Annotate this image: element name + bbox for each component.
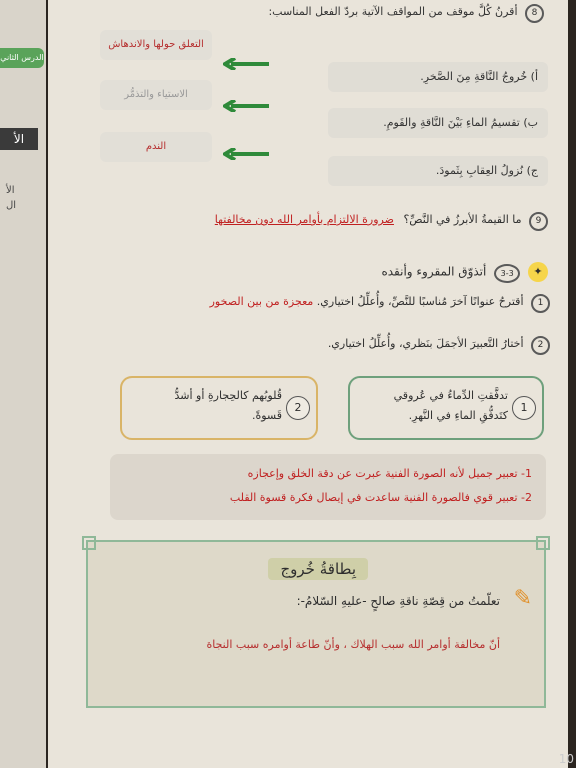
question-2-prompt: أختارُ التَّعبيرَ الأجمَلَ بنَظري، وأُعلِّلُ اختياري.: [327, 337, 524, 350]
arrow-left-icon: [223, 58, 269, 68]
answer-box: [110, 454, 546, 520]
question-8-heading: [268, 4, 544, 23]
question-number: 9: [529, 212, 548, 231]
section-heading: [381, 262, 548, 283]
corner-decoration: [536, 536, 550, 550]
previous-page-text: الأ: [6, 185, 15, 196]
choice-box-2: [120, 376, 318, 440]
pencil-icon: ✎: [513, 586, 532, 611]
question-2: [328, 336, 550, 355]
answer-line: 1- تعبير جميل لأنه الصورة الفنية عبرت عن دقة الخلق وإعجازه: [247, 467, 532, 480]
emotion-answer-a: التعلق حولها والاندهاش: [100, 30, 212, 60]
previous-page-label: الأ: [0, 128, 38, 150]
emotion-answer-c: الندم: [100, 132, 212, 162]
emotion-answer-b: الاستياء والتذمُّر: [100, 80, 212, 110]
answer-line: 2- تعبير قوي فالصورة الفنية ساعدت في إيصال فكرة قسوة القلب: [229, 491, 532, 504]
question-1-answer: معجزة من بين الصخور: [209, 295, 314, 308]
question-1: [210, 294, 550, 313]
exit-card-title: بِطاقةُ خُروج: [268, 558, 368, 580]
arrow-left-icon: [223, 148, 269, 158]
choice-line: كتَدفُّقِ الماءِ في النَّهرِ.: [408, 409, 508, 422]
exit-card: [86, 540, 546, 708]
section-title: أتذوّق المقروء وأنقده: [381, 264, 487, 279]
choice-box-1: [348, 376, 544, 440]
situation-a: أ) خُروجُ النَّاقةِ مِنَ الصَّخرِ.: [328, 62, 548, 92]
question-number: 8: [525, 4, 544, 23]
choice-line: قُلوبُهم كالحِجارةِ أو أشدُّ: [174, 389, 282, 402]
previous-page: [0, 0, 46, 768]
choice-line: تدفَّقتِ الدِّماءُ في عُروقي: [393, 389, 508, 402]
exit-card-answer: أنّ مخالفة أوامر الله سبب الهلاك ، وأنّ طاعة أوامره سبب النجاة: [206, 638, 500, 651]
choice-line: قَسوةً.: [251, 409, 282, 422]
section-number: 3-3: [494, 264, 520, 283]
question-number: 2: [531, 336, 550, 355]
question-9-prompt: ما القيمةُ الأبرزُ في النَّصِّ؟: [403, 213, 522, 226]
arrow-left-icon: [223, 100, 269, 110]
question-9: [215, 212, 548, 231]
choice-number: 2: [286, 396, 310, 420]
page-number: 10: [558, 752, 574, 766]
situation-b: ب) تقسيمُ الماءِ بَيْنَ النَّاقةِ والقَومِ.: [328, 108, 548, 138]
bulb-icon: ✦: [528, 262, 548, 282]
corner-decoration: [82, 536, 96, 550]
question-number: 1: [531, 294, 550, 313]
choice-number: 1: [512, 396, 536, 420]
lesson-tab: الدرس الثاني: [0, 48, 44, 68]
worksheet-page: [48, 0, 568, 768]
exit-card-prompt: تعلّمتُ من قِصّةِ ناقةِ صالحٍ -عليهِ السّلامُ-:: [296, 594, 500, 608]
question-9-answer: ضرورة الالتزام بأوامر الله دون مخالفتها: [214, 213, 394, 226]
question-8-prompt: أقرنُ كُلَّ موقف من المواقف الآتية بردّ الفعل المناسب:: [268, 5, 518, 18]
previous-page-text: ال: [6, 200, 17, 211]
question-1-prompt: أقترحُ عنوانًا آخرَ مُناسبًا للنَّصِّ، وأُعلِّلُ اختياري.: [316, 295, 524, 308]
situation-c: ج) نُزولُ العِقابِ بِثَمودَ.: [328, 156, 548, 186]
